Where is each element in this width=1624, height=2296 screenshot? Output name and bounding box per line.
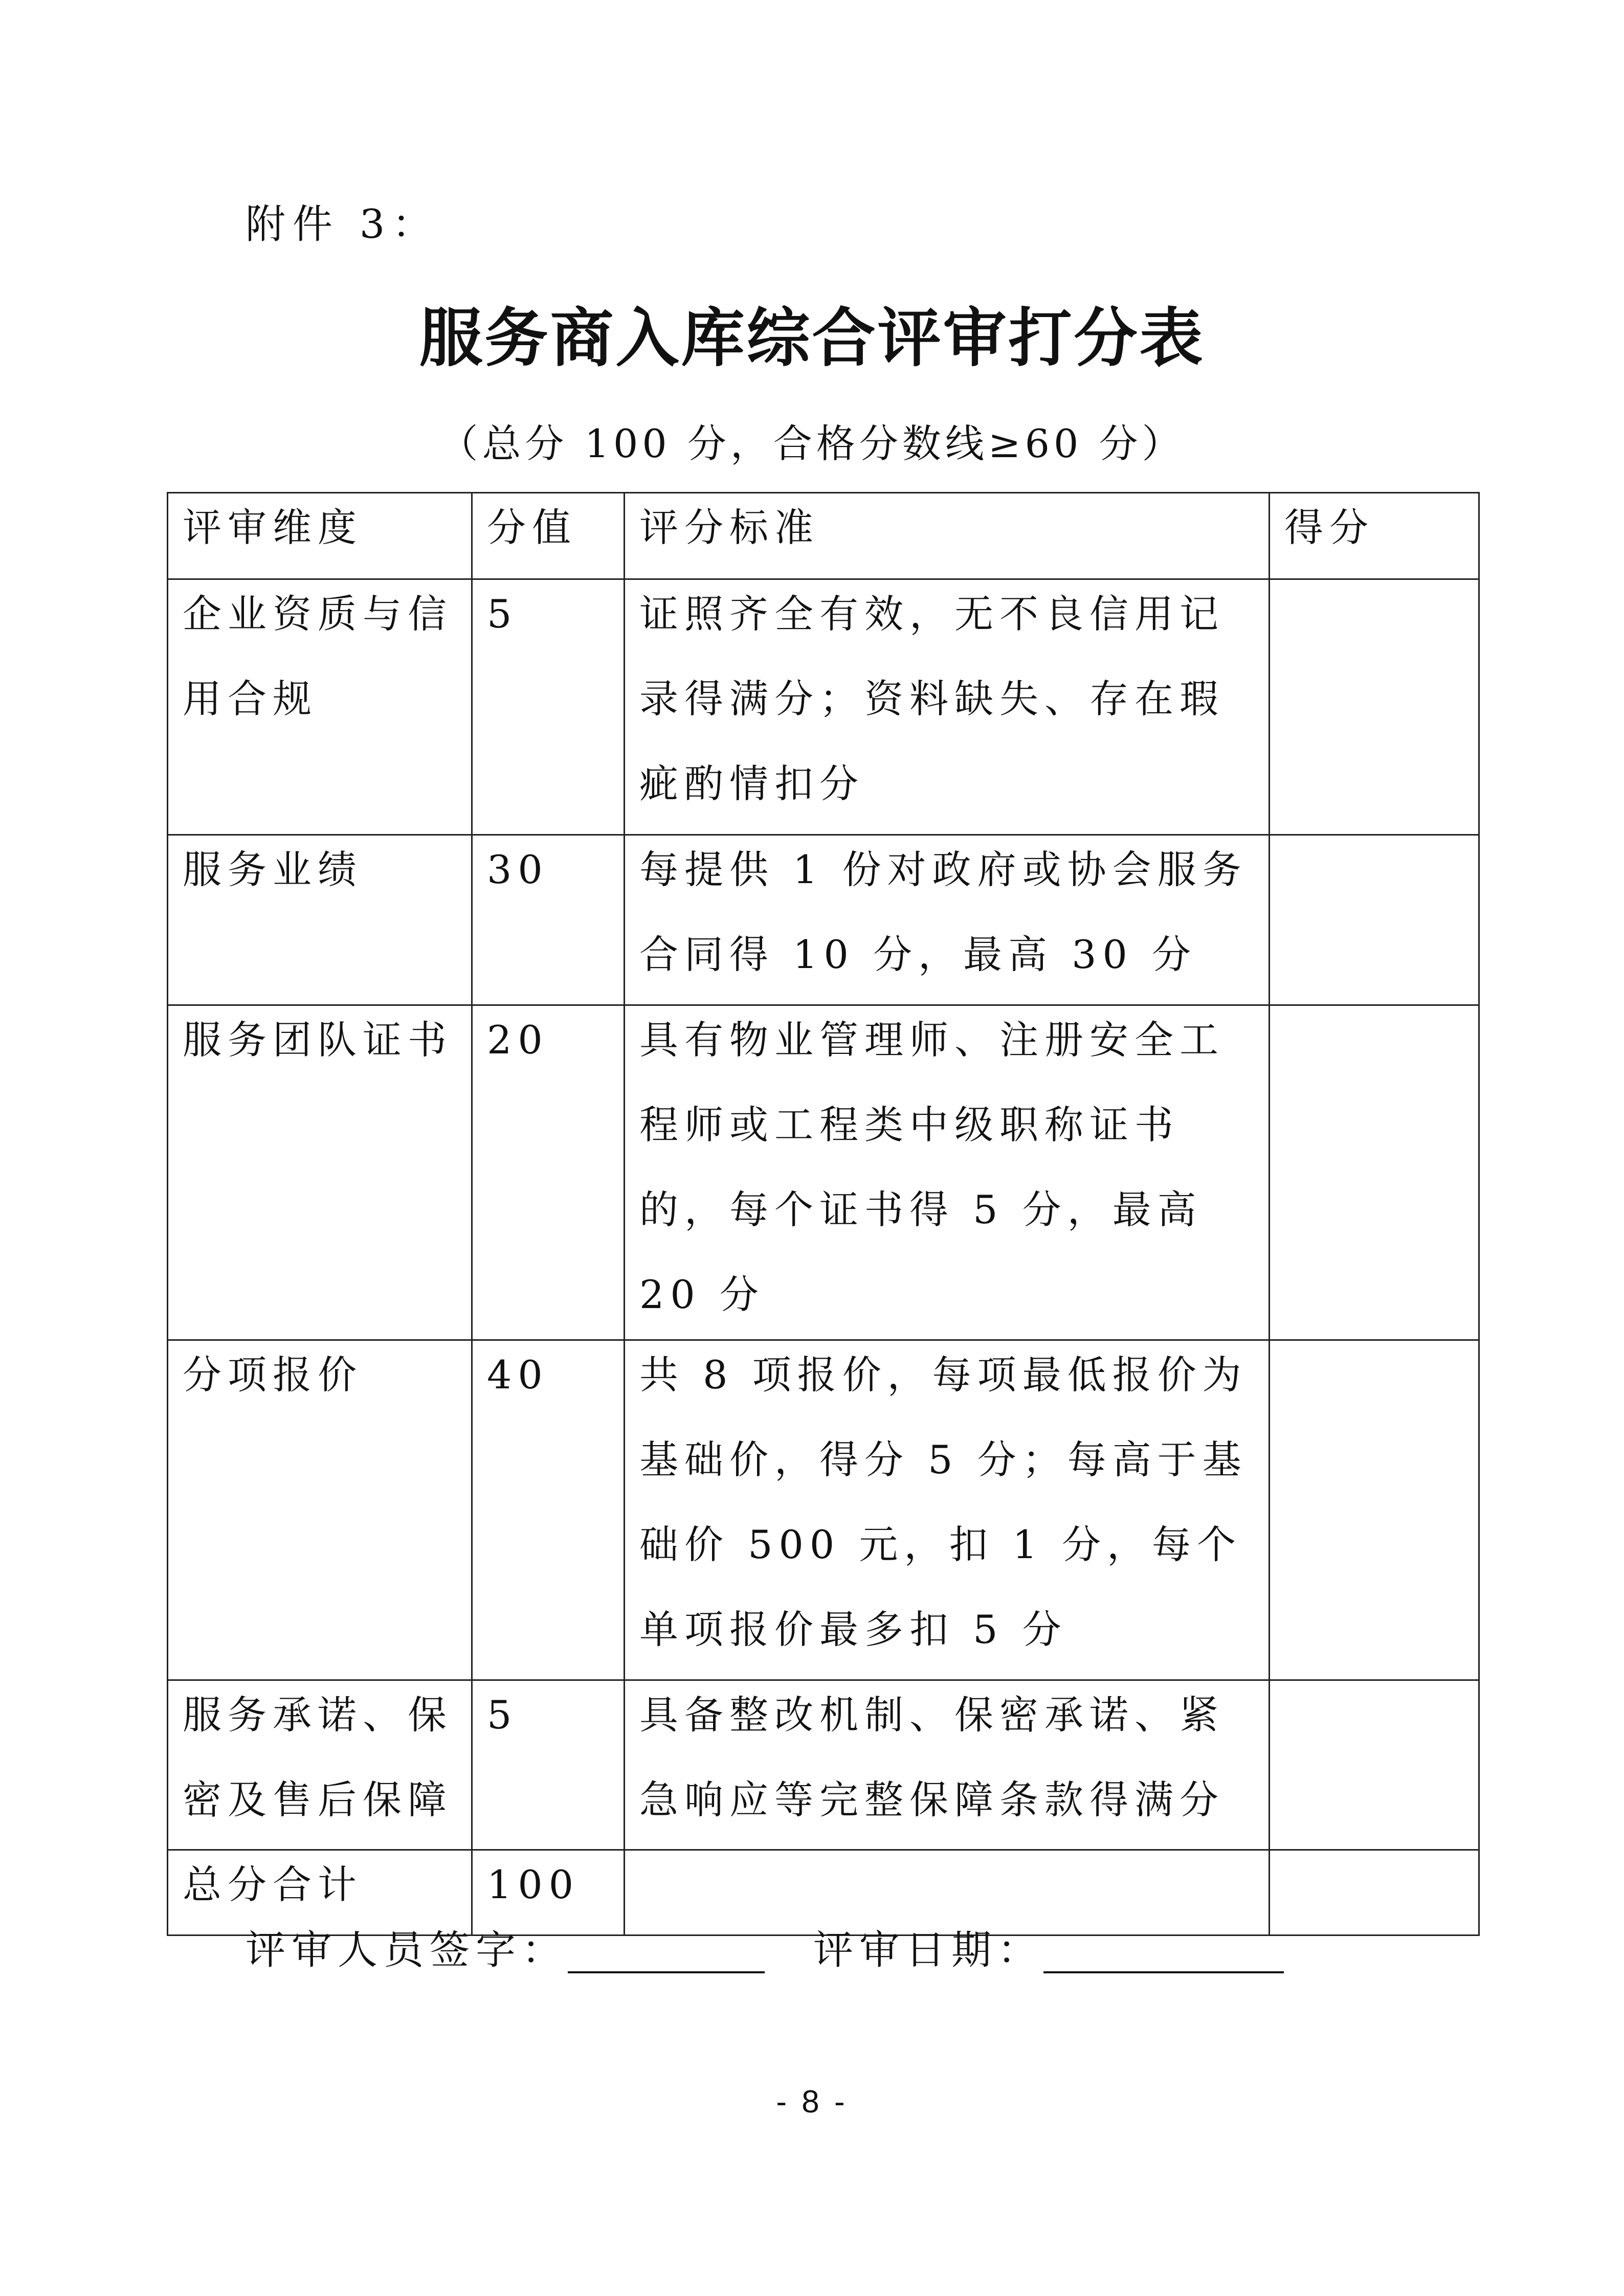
document-subtitle: （总分 100 分，合格分数线≥60 分） xyxy=(439,421,1185,466)
header-dimension: 评审维度 xyxy=(168,493,472,579)
dimension-cell: 分项报价 xyxy=(168,1340,472,1680)
total-criteria-cell xyxy=(625,1850,1270,1935)
criteria-cell: 具有物业管理师、注册安全工程师或工程类中级职称证书的，每个证书得 5 分，最高 20 分 xyxy=(625,1005,1270,1340)
score-cell[interactable] xyxy=(1270,1005,1479,1340)
total-value-cell: 100 xyxy=(472,1850,625,1935)
score-cell[interactable] xyxy=(1270,579,1479,835)
dimension-cell: 服务团队证书 xyxy=(168,1005,472,1340)
dimension-cell: 服务业绩 xyxy=(168,835,472,1005)
table-row xyxy=(168,1005,1479,1340)
reviewer-signature-field[interactable] xyxy=(568,1971,765,1973)
score-value-cell: 5 xyxy=(472,579,625,835)
header-score: 得分 xyxy=(1270,493,1479,579)
attachment-label: 附件 3： xyxy=(246,201,439,247)
reviewer-signature-label: 评审人员签字： xyxy=(246,1927,568,1973)
table-header-row xyxy=(168,493,1479,579)
header-criteria: 评分标准 xyxy=(625,493,1270,579)
table-row xyxy=(168,579,1479,835)
total-score-cell[interactable] xyxy=(1270,1850,1479,1935)
score-cell[interactable] xyxy=(1270,1340,1479,1680)
score-value-cell: 20 xyxy=(472,1005,625,1340)
review-date-field[interactable] xyxy=(1043,1971,1284,1973)
table-row xyxy=(168,835,1479,1005)
criteria-cell: 具备整改机制、保密承诺、紧急响应等完整保障条款得满分 xyxy=(625,1680,1270,1850)
dimension-cell: 服务承诺、保密及售后保障 xyxy=(168,1680,472,1850)
total-label-cell: 总分合计 xyxy=(168,1850,472,1935)
scoring-table xyxy=(167,492,1480,1936)
score-value-cell: 5 xyxy=(472,1680,625,1850)
table-total-row xyxy=(168,1850,1479,1935)
signature-section xyxy=(246,1927,1284,1973)
review-date-label: 评审日期： xyxy=(813,1927,1044,1973)
criteria-cell: 共 8 项报价，每项最低报价为基础价，得分 5 分；每高于基础价 500 元，扣 1 分，每个单项报价最多扣 5 分 xyxy=(625,1340,1270,1680)
table-row xyxy=(168,1680,1479,1850)
score-cell[interactable] xyxy=(1270,1680,1479,1850)
page-number: - 8 - xyxy=(776,2084,848,2120)
document-title: 服务商入库综合评审打分表 xyxy=(419,301,1205,375)
table-row xyxy=(168,1340,1479,1680)
score-value-cell: 40 xyxy=(472,1340,625,1680)
criteria-cell: 每提供 1 份对政府或协会服务合同得 10 分，最高 30 分 xyxy=(625,835,1270,1005)
score-value-cell: 30 xyxy=(472,835,625,1005)
score-cell[interactable] xyxy=(1270,835,1479,1005)
header-score-value: 分值 xyxy=(472,493,625,579)
dimension-cell: 企业资质与信用合规 xyxy=(168,579,472,835)
criteria-cell: 证照齐全有效，无不良信用记录得满分；资料缺失、存在瑕疵酌情扣分 xyxy=(625,579,1270,835)
